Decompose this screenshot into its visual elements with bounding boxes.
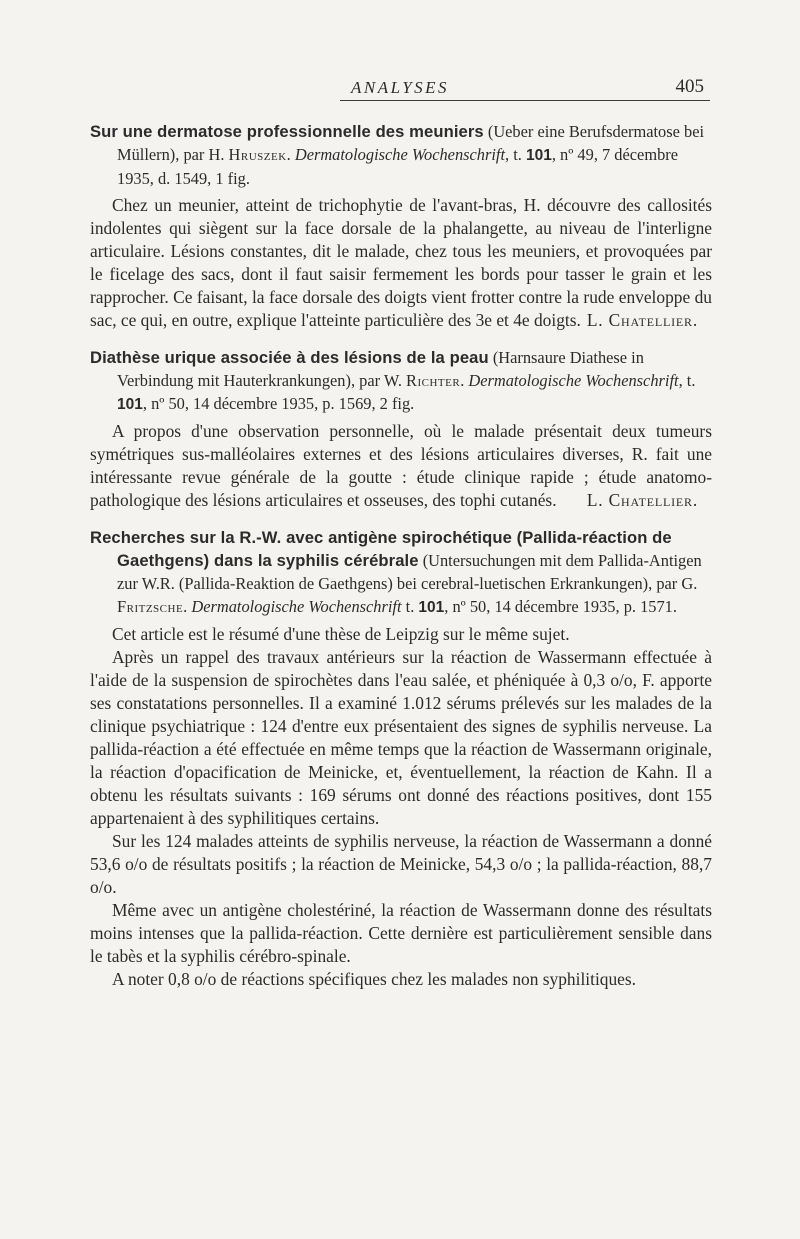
article-author: Hruszek — [228, 145, 287, 164]
article-heading: Sur une dermatose professionnelle des meuniers (Ueber eine Berufsdermatose bei Müllern), par H. Hruszek. Dermatologische Wochenschrift, t. 101, nº 49, 7 décembre 1935, d. 1549, 1 fig. — [90, 122, 705, 188]
volume-number: 101 — [117, 396, 143, 413]
body-paragraph: Chez un meunier, atteint de trichophytie de l'avant-bras, H. découvre des callosités indolentes qui siègent sur la face dorsale de la phalangette, au niveau de l'interligne articulaire. Lésions constantes, dit le malade, chez tous les meuniers, et provoquées par le ficelage des sacs, dont il faut saisir fermement les bords pour tasser le grain et les rapprocher. Ce faisant, la face dorsale des doigts vient frotter contre la rude enveloppe du sac, ce qui, en outre, explique l'atteinte particulière des 3e et 4e doigts. — [90, 195, 712, 330]
article-2 — [90, 346, 712, 512]
reviewer-signature: L. Chatellier. — [586, 490, 698, 510]
article-3 — [90, 526, 712, 991]
article-title: Diathèse urique associée à des lésions de la peau — [90, 348, 489, 367]
article-heading: Diathèse urique associée à des lésions de la peau (Harnsaure Diathese in Verbindung mit Hauterkrankungen), par W. Richter. Dermatologische Wochenschrift, t. 101, nº 50, 14 décembre 1935, p. 1569, 2 fig. — [90, 348, 696, 413]
journal-name: Dermatologische Wochenschrift — [468, 371, 679, 390]
body-paragraph: A noter 0,8 o/o de réactions spécifiques chez les malades non syphilitiques. — [112, 969, 637, 989]
body-paragraph: Même avec un antigène cholestériné, la réaction de Wassermann donne des résultats moins intenses que la pallida-réaction. Cette dernière est particulièrement sensible dans le tabès et la syphilis cérébro-spinale. — [90, 900, 712, 966]
text-column — [90, 120, 712, 1005]
volume-number: 101 — [418, 599, 445, 616]
body-paragraph: Sur les 124 malades atteints de syphilis nerveuse, la réaction de Wassermann a donné 53,6 o/o de résultats positifs ; la réaction de Meinicke, 54,3 o/o ; la pallida-réaction, 88,7 o/o. — [90, 831, 712, 897]
reviewer-signature: L. Chatellier. — [586, 310, 698, 330]
volume-number: 101 — [525, 147, 552, 164]
page-number: 405 — [675, 76, 704, 97]
running-head-title: ANALYSES — [350, 78, 450, 97]
running-head — [90, 74, 710, 104]
body-paragraph: A propos d'une observation personnelle, où le malade présentait deux tumeurs symétriques sus-malléolaires externes et des lésions articulaires diverses, R. fait une intéressante revue générale de la goutte : étude clinique rapide ; étude anatomo-pathologique des lésions articulaires et osseuses, des tophi cutanés. — [90, 421, 712, 510]
journal-name: Dermatologische Wochenschrift — [191, 597, 402, 616]
article-title: Sur une dermatose professionnelle des meuniers — [90, 122, 484, 141]
article-author: Richter — [406, 371, 461, 390]
article-1 — [90, 120, 712, 332]
journal-name: Dermatologische Wochenschrift — [294, 145, 506, 164]
header-rule — [340, 100, 710, 101]
body-paragraph: Après un rappel des travaux antérieurs sur la réaction de Wassermann effectuée à l'aide de la suspension de spirochètes dans l'eau salée, et phéniquée à 0,3 o/o, F. apporte ses constatations personnelles. Il a examiné 1.012 sérums prélevés sur les malades de la clinique psychiatrique : 124 d'entre eux présentaient des signes de syphilis nerveuse. La pallida-réaction a été effectuée en même temps que la réaction de Wassermann originale, la réaction d'opacification de Meinicke, et, éventuellement, la réaction de Kahn. Il a obtenu les résultats suivants : 169 sérums ont donné des réactions positives, dont 155 appartenaient à des syphilitiques certains. — [90, 647, 712, 828]
body-paragraph: Cet article est le résumé d'une thèse de Leipzig sur le même sujet. — [112, 624, 570, 644]
article-title: Recherches sur la R.-W. avec antigène spirochétique (Pallida-réaction de Gaethgens) dans la syphilis cérébrale — [90, 528, 672, 570]
article-heading: Recherches sur la R.-W. avec antigène spirochétique (Pallida-réaction de Gaethgens) dans la syphilis cérébrale (Untersuchungen mit dem Pallida-Antigen zur W.R. (Pallida-Reaktion de Gaethgens) bei cerebral-luetischen Erkrankungen), par G. Fritzsche. Dermatologische Wochenschrift t. 101, nº 50, 14 décembre 1935, p. 1571. — [90, 528, 702, 616]
article-author: Fritzsche — [117, 597, 184, 616]
